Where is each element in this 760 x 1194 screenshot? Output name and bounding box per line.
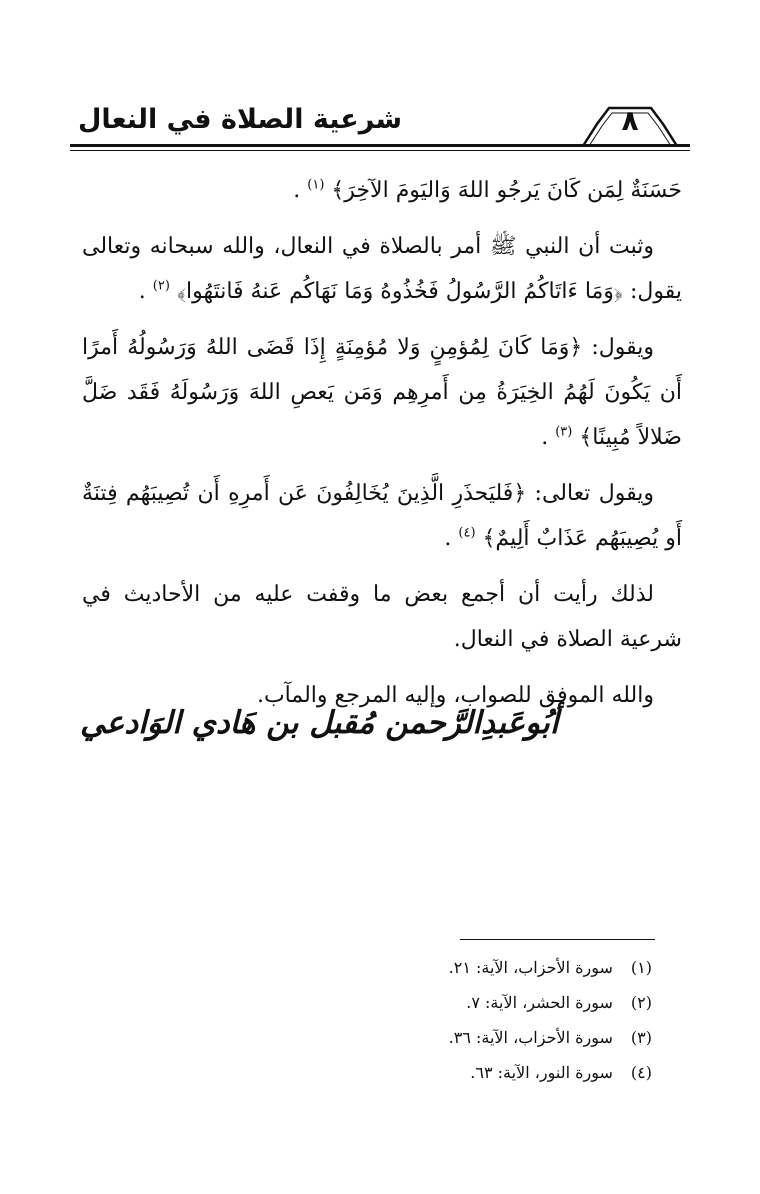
paragraph-2-text: وثبت أن النبي ﷺ أمر بالصلاة في النعال، والله سبحانه وتعالى يقول: ﴿وَمَا ءَاتَاكُمُ الرَّسُولُ فَخُذُوهُ وَمَا نَهَاكُم عَنهُ فَانتَهُوا﴾ <box>82 234 682 304</box>
header-rule-thick <box>70 144 690 147</box>
footnote-1-number: (١) <box>630 958 652 977</box>
paragraph-4-end: . <box>444 526 452 551</box>
footnote-1 <box>350 950 652 985</box>
header-rule-thin <box>70 150 690 151</box>
footnote-ref-1: (١) <box>307 177 325 193</box>
paragraph-1-text: حَسَنَةٌ لِمَن كَانَ يَرجُو اللهَ وَاليَومَ الآخِرَ﴾ <box>331 178 682 203</box>
paragraph-4-text: ويقول تعالى: ﴿فَليَحذَرِ الَّذِينَ يُخَالِفُونَ عَن أَمرِهِ أَن تُصِيبَهُم فِتنَةٌ أَو يُصِيبَهُم عَذَابٌ أَلِيمٌ﴾ <box>82 481 682 551</box>
footnote-4 <box>350 1055 652 1090</box>
paragraph-3 <box>82 325 682 460</box>
paragraph-3-text: ويقول: ﴿وَمَا كَانَ لِمُؤمِنٍ وَلا مُؤمِنَةٍ إِذَا قَضَى اللهُ وَرَسُولُهُ أَمرًا أَن يَكُونَ لَهُمُ الخِيَرَةُ مِن أَمرِهِم وَمَن يَعصِ اللهَ وَرَسُولَهُ فَقَد ضَلَّ ضَلالاً مُبِينًا﴾ <box>82 335 682 450</box>
footnote-3-number: (٣) <box>630 1028 652 1047</box>
footnote-ref-2: (٢) <box>152 278 170 294</box>
footnote-3-text: سورة الأحزاب، الآية: ٣٦. <box>448 1028 613 1047</box>
paragraph-4 <box>82 471 682 561</box>
page-header <box>70 96 690 156</box>
footnote-3 <box>350 1020 652 1055</box>
paragraph-5 <box>82 572 682 662</box>
paragraph-5-text: لذلك رأيت أن أجمع بعض ما وقفت عليه من الأحاديث في شرعية الصلاة في النعال. <box>82 582 682 652</box>
body-text <box>82 168 682 729</box>
page-number: ٨ <box>621 104 639 137</box>
paragraph-2-end: . <box>138 279 146 304</box>
footnote-2 <box>350 985 652 1020</box>
footnote-ref-3: (٣) <box>555 424 573 440</box>
paragraph-1 <box>82 168 682 213</box>
footnotes <box>350 950 652 1090</box>
footnote-separator <box>460 939 655 940</box>
running-title: شرعية الصلاة في النعال <box>78 104 403 135</box>
footnote-2-number: (٢) <box>630 993 652 1012</box>
paragraph-3-end: . <box>541 425 549 450</box>
footnote-ref-4: (٤) <box>458 525 476 541</box>
footnote-4-number: (٤) <box>630 1063 652 1082</box>
paragraph-1-end: . <box>293 178 301 203</box>
paragraph-2 <box>82 224 682 314</box>
footnote-4-text: سورة النور، الآية: ٦٣. <box>470 1063 613 1082</box>
footnote-2-text: سورة الحشر، الآية: ٧. <box>466 993 613 1012</box>
paragraph-6-text: والله الموفق للصواب، وإليه المرجع والمآب. <box>256 683 654 708</box>
author-signature: أبُوعَبدِالرَّحمن مُقبل بن هَادي الوَادعي <box>80 705 559 741</box>
footnote-1-text: سورة الأحزاب، الآية: ٢١. <box>448 958 613 977</box>
